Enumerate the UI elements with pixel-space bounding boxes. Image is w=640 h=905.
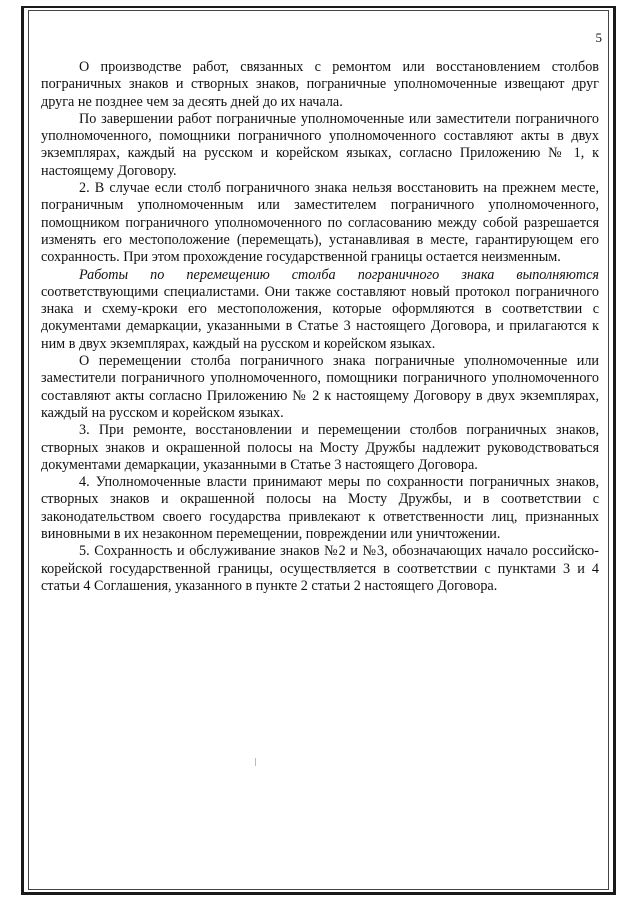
paragraph-clause-2: 2. В случае если столб пограничного знака нельзя восстановить на прежнем месте, пограничным уполномоченным или заместителем пограничного уполномоченного, помощником пограничного уполномоченного по согласованию между собой разрешается изменять его местоположение (перемещать), устанавливая в месте, гарантирующем его сохранность. При этом прохождение государственной границы остается неизменным.	[41, 180, 599, 266]
page-number: 5	[595, 30, 602, 45]
paragraph-works-notification: О производстве работ, связанных с ремонтом или восстановлением столбов пограничных знаков и створных знаков, пограничные уполномоченные извещают друг друга не позднее чем за десять дней до их начала.	[41, 59, 599, 110]
paragraph-relocation-works: Работы по перемещению столба пограничного знака выполняются соответствующими специалистами. Они также составляют новый протокол пограничного знака и схему-кроки его местоположения, которые оформляются в соответствии с документами демаркации, указанными в Статье 3 настоящего Договора, и прилагаются к ним в двух экземплярах, каждый на русском и корейском языках.	[41, 266, 599, 352]
paragraph-clause-5: 5. Сохранность и обслуживание знаков №2 и №3, обозначающих начало российско-корейской государственной границы, осуществляется в соответствии с пунктами 3 и 4 статьи 4 Соглашения, указанного в пункте 2 статьи 2 настоящего Договора.	[41, 543, 599, 594]
paragraph-clause-4: 4. Уполномоченные власти принимают меры по сохранности пограничных знаков, створных знаков и окрашенной полосы на Мосту Дружбы, и в соответствии с законодательством своего государства привлекают к ответственности лиц, признанных виновными в их незаконном перемещении, повреждении или уничтожении.	[41, 474, 599, 543]
scan-artifact	[255, 758, 256, 766]
paragraph-clause-3: 3. При ремонте, восстановлении и перемещении столбов пограничных знаков, створных знаков и окрашенной полосы на Мосту Дружбы надлежит руководствоваться документами демаркации, указанными в Статье 3 настоящего Договора.	[41, 422, 599, 473]
paragraph-relocation-acts: О перемещении столба пограничного знака пограничные уполномоченные или заместители пограничного уполномоченного, помощники пограничного уполномоченного составляют акты согласно Приложению № 2 к настоящему Договору в двух экземплярах, каждый на русском и корейском языках.	[41, 353, 599, 421]
paragraph-completion-acts: По завершении работ пограничные уполномоченные или заместители пограничного уполномоченного, помощники пограничного уполномоченного составляют акты в двух экземплярах, каждый на русском и корейском языках, согласно Приложению № 1, к настоящему Договору.	[41, 110, 599, 179]
document-body	[41, 59, 599, 595]
